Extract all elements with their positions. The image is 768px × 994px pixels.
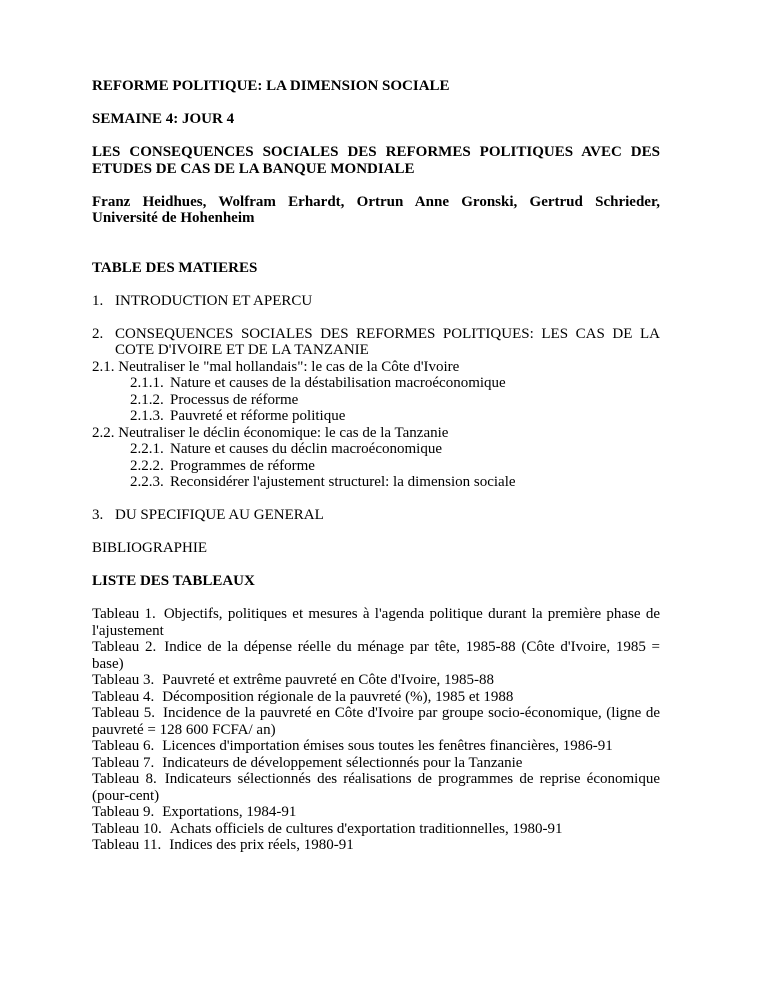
toc-entry-text: Nature et causes du déclin macroéconomique	[170, 441, 442, 457]
table-entry-text: Exportations, 1984-91	[162, 804, 297, 820]
table-list-entry-7	[92, 755, 660, 772]
toc-entry-number: 2.1.1.	[130, 375, 164, 391]
toc-entry-2-1-2	[130, 392, 660, 409]
toc-entry-text: DU SPECIFIQUE AU GENERAL	[115, 507, 324, 523]
table-entry-text: Achats officiels de cultures d'exportation traditionnelles, 1980-91	[169, 820, 563, 837]
table-list-entry-6	[92, 738, 660, 755]
toc-entry-text: CONSEQUENCES SOCIALES DES REFORMES POLITIQUES: LES CAS DE LA COTE D'IVOIRE ET DE LA TANZANIE	[115, 325, 660, 358]
toc-entry-2-2	[92, 425, 660, 442]
toc-entry-3	[92, 507, 660, 524]
table-entry-text: Indices des prix réels, 1980-91	[169, 837, 354, 853]
toc-entry-2-1-3	[130, 408, 660, 425]
table-entry-text: Indicateurs de développement sélectionnés pour la Tanzanie	[162, 754, 523, 771]
toc-heading: TABLE DES MATIERES	[92, 259, 258, 276]
table-list-entry-11	[92, 837, 660, 854]
table-entry-number: Tableau 5.	[92, 705, 156, 721]
table-list-entry-9	[92, 804, 660, 821]
table-entry-text: Objectifs, politiques et mesures à l'agenda politique durant la première phase de l'ajustement	[92, 606, 660, 639]
toc-entry-2-2-2	[130, 458, 660, 475]
session-line: SEMAINE 4: JOUR 4	[92, 111, 235, 127]
table-list-entry-10	[92, 821, 660, 838]
toc-entry-2-1-1	[130, 375, 660, 392]
subject-heading: LES CONSEQUENCES SOCIALES DES REFORMES POLITIQUES AVEC DES ETUDES DE CAS DE LA BANQUE MONDIALE	[92, 144, 660, 177]
table-list-entry-1	[92, 606, 660, 639]
toc-entry-number: 2.2.1.	[130, 441, 164, 457]
table-entry-text: Indice de la dépense réelle du ménage par tête, 1985-88 (Côte d'Ivoire, 1985 = base)	[92, 639, 660, 672]
toc-entry-text: Pauvreté et réforme politique	[170, 408, 346, 424]
toc-entry-text: Reconsidérer l'ajustement structurel: la dimension sociale	[170, 474, 516, 490]
toc-entry-text: Programmes de réforme	[170, 457, 315, 474]
table-entry-number: Tableau 1.	[92, 606, 156, 622]
toc-entry-number: 2.	[92, 325, 104, 342]
table-entry-number: Tableau 10.	[92, 820, 162, 837]
table-entry-text: Indicateurs sélectionnés des réalisations de programmes de reprise économique (pour-cent)	[92, 771, 660, 804]
table-entry-text: Incidence de la pauvreté en Côte d'Ivoire par groupe socio-économique, (ligne de pauvreté = 128 600 FCFA/ an)	[92, 705, 660, 738]
toc-entry-number: 2.1.3.	[130, 408, 164, 424]
table-entry-number: Tableau 11.	[92, 837, 162, 853]
toc-entry-text: INTRODUCTION ET APERCU	[115, 292, 313, 309]
toc-entry-number: 1.	[92, 292, 104, 309]
tables-list-heading: LISTE DES TABLEAUX	[92, 573, 255, 589]
toc-entry-2	[92, 326, 660, 359]
toc-entry-number: 3.	[92, 507, 104, 523]
table-entry-number: Tableau 6.	[92, 738, 155, 754]
table-list-entry-8	[92, 771, 660, 804]
table-entry-number: Tableau 4.	[92, 688, 155, 705]
bibliography-entry: BIBLIOGRAPHIE	[92, 540, 207, 556]
toc-entry-number: 2.2.	[92, 424, 115, 441]
document-title: REFORME POLITIQUE: LA DIMENSION SOCIALE	[92, 78, 450, 94]
table-entry-text: Pauvreté et extrême pauvreté en Côte d'Ivoire, 1985-88	[162, 672, 495, 688]
table-entry-number: Tableau 3.	[92, 672, 155, 688]
toc-entry-text: Nature et causes de la déstabilisation macroéconomique	[170, 375, 506, 391]
toc-entry-number: 2.1.2.	[130, 391, 164, 408]
table-entry-text: Décomposition régionale de la pauvreté (%), 1985 et 1988	[162, 688, 514, 705]
toc-entry-number: 2.2.3.	[130, 474, 164, 490]
toc-entry-number: 2.1.	[92, 358, 115, 375]
toc-entry-2-1	[92, 359, 660, 376]
toc-entry-text: Processus de réforme	[170, 391, 299, 408]
table-entry-number: Tableau 9.	[92, 804, 155, 820]
toc-entry-1	[92, 293, 660, 310]
toc-entry-text: Neutraliser le déclin économique: le cas de la Tanzanie	[118, 424, 449, 441]
table-entry-text: Licences d'importation émises sous toutes les fenêtres financières, 1986-91	[162, 738, 613, 754]
table-list-entry-3	[92, 672, 660, 689]
toc-entry-2-2-1	[130, 441, 660, 458]
toc-entry-text: Neutraliser le "mal hollandais": le cas de la Côte d'Ivoire	[118, 358, 460, 375]
authors-line: Franz Heidhues, Wolfram Erhardt, Ortrun Anne Gronski, Gertrud Schrieder, Université de Hohenheim	[92, 193, 660, 226]
toc-entry-number: 2.2.2.	[130, 457, 164, 474]
table-entry-number: Tableau 2.	[92, 639, 157, 655]
table-list-entry-4	[92, 689, 660, 706]
toc-entry-2-2-3	[130, 474, 660, 491]
table-entry-number: Tableau 8.	[92, 771, 157, 787]
table-entry-number: Tableau 7.	[92, 754, 155, 771]
table-list-entry-2	[92, 639, 660, 672]
table-list-entry-5	[92, 705, 660, 738]
